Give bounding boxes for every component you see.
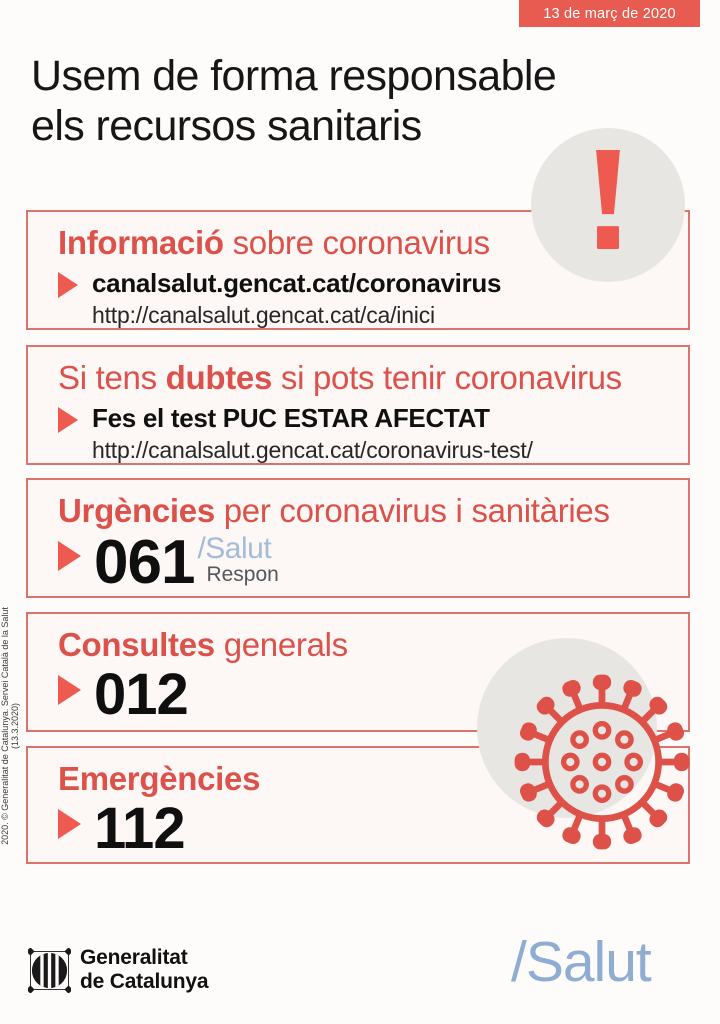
- generalitat-line1: Generalitat: [80, 946, 188, 969]
- box-url-main: Fes el test PUC ESTAR AFECTAT: [92, 402, 490, 433]
- salut-respon-bottom: Respon: [206, 562, 279, 586]
- box-title-bold: Urgències: [58, 492, 215, 529]
- box-title-bold: Informació: [58, 224, 224, 261]
- generalitat-wordmark: [80, 946, 208, 993]
- generalitat-line2: de Catalunya: [80, 969, 209, 993]
- arrow-right-icon: [58, 541, 81, 571]
- box-url-sub: http://canalsalut.gencat.cat/ca/inici: [92, 301, 435, 328]
- page-title-line2: els recursos sanitaris: [31, 101, 422, 150]
- box-title-rest: si pots tenir coronavirus: [272, 359, 622, 396]
- coronavirus-icon: [506, 666, 698, 858]
- box-title: [58, 493, 670, 529]
- page-title-line1: Usem de forma responsable: [31, 52, 557, 100]
- box-title-bold: Consultes: [58, 626, 215, 663]
- arrow-right-icon: [58, 675, 81, 705]
- box-title-pre: Si tens: [58, 359, 166, 396]
- box-url-sub: http://canalsalut.gencat.cat/coronavirus-test/: [92, 436, 533, 463]
- copyright-credit: 2020. © Generalitat de Catalunya. Servei Català de la Salut (13.3.2020): [0, 607, 20, 845]
- phone-number-112: 112: [94, 795, 185, 861]
- box-title-rest: sobre coronavirus: [223, 224, 490, 261]
- box-title-bold: Emergències: [58, 760, 261, 797]
- page-title: [31, 52, 556, 152]
- arrow-right-icon: [58, 407, 78, 433]
- salut-respon-label: [197, 531, 279, 586]
- box-title-rest: generals: [214, 626, 348, 663]
- box-title-rest: per coronavirus i sanitàries: [214, 492, 610, 529]
- salut-brand-logo: /Salut: [511, 930, 651, 994]
- senyera-logo: [28, 948, 71, 993]
- info-box-urgencies-061: [26, 478, 690, 598]
- box-url-main: canalsalut.gencat.cat/coronavirus: [92, 267, 502, 298]
- phone-number-061: 061: [94, 527, 195, 597]
- phone-number-012: 012: [94, 661, 188, 727]
- info-box-coronavirus-test: [26, 345, 690, 465]
- salut-respon-top: /Salut: [197, 531, 272, 565]
- date-badge: 13 de març de 2020: [519, 0, 700, 27]
- box-title: [58, 360, 670, 396]
- arrow-right-icon: [58, 809, 81, 839]
- box-title-bold: dubtes: [165, 359, 273, 396]
- arrow-right-icon: [58, 272, 78, 298]
- warning-exclamation-icon: [531, 128, 685, 282]
